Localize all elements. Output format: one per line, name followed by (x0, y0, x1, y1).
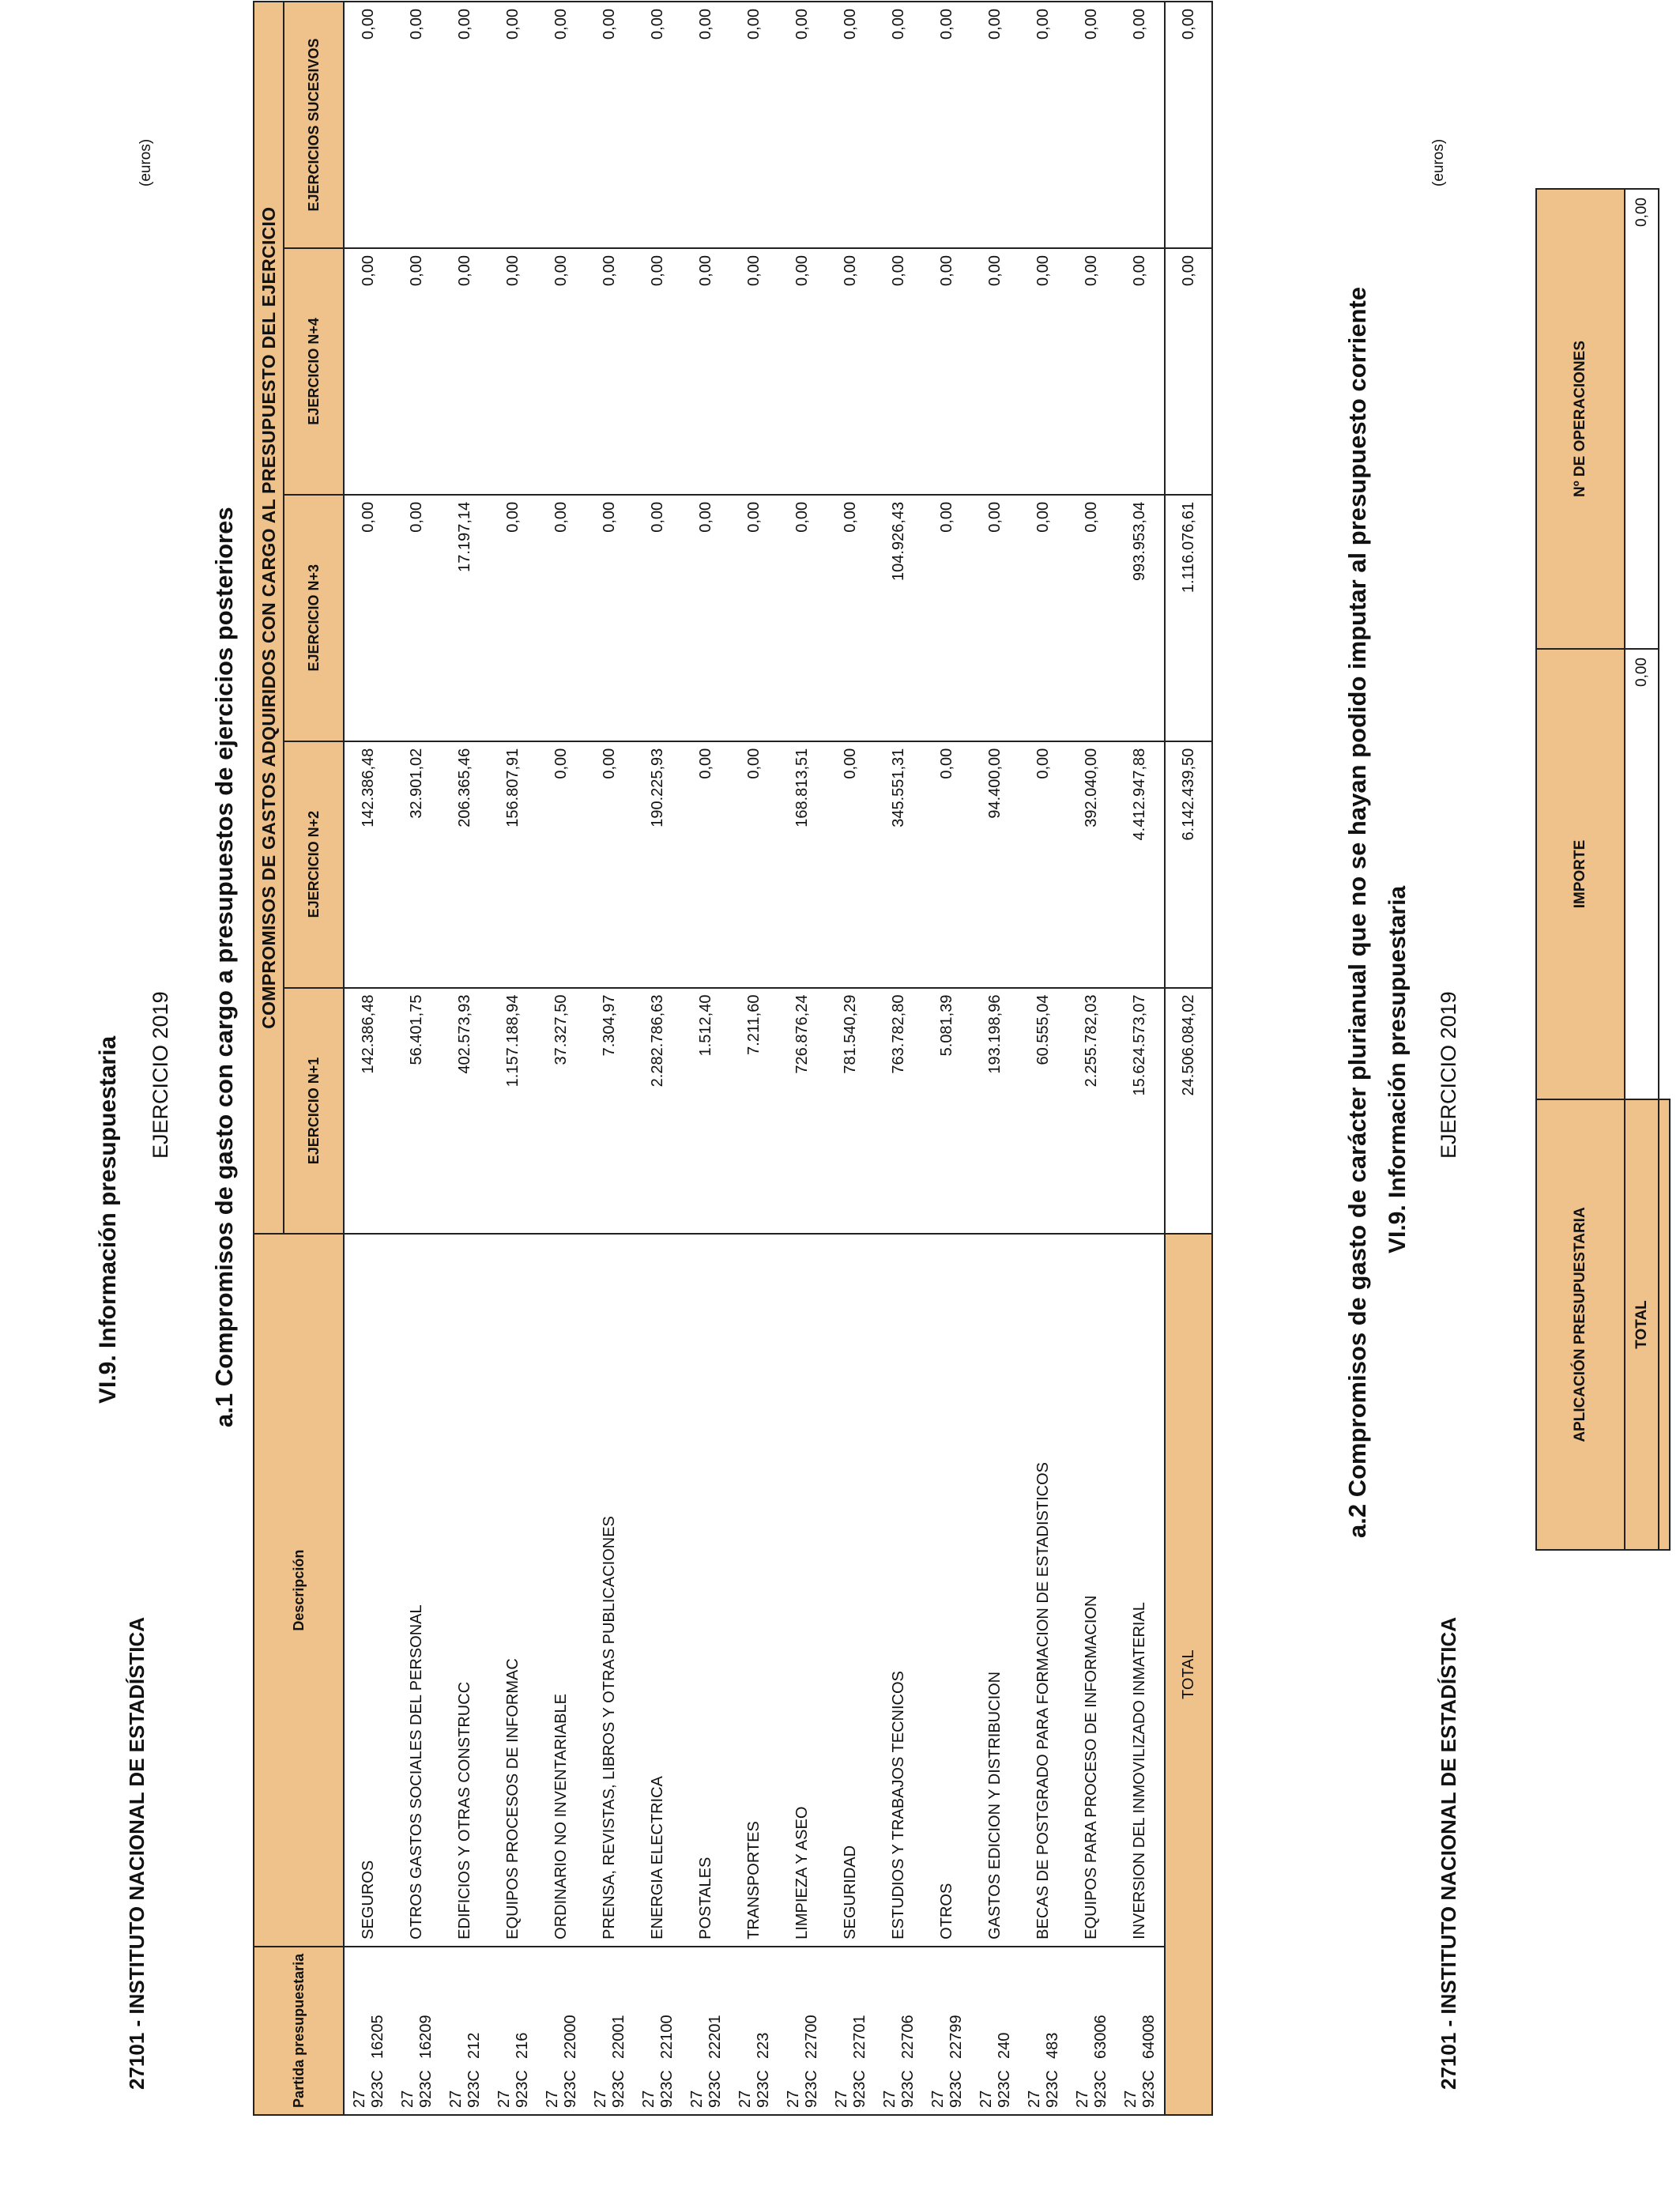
amount-n2: 392.040,00 (1068, 741, 1116, 988)
header-n2: EJERCICIO N+2 (284, 741, 344, 988)
section-title: VI.9. Información presupuestaria (95, 1035, 121, 1404)
program-code: 27 923C (495, 2070, 531, 2108)
empty-cell (1659, 189, 1670, 649)
amount-n4: 0,00 (441, 248, 489, 495)
amount-n3: 993.953,04 (1116, 495, 1165, 741)
amount-n2: 142.386,48 (344, 741, 393, 988)
partida-cell (827, 1947, 875, 2115)
description-cell: EQUIPOS PROCESOS DE INFORMAC (489, 1234, 537, 1946)
total-n2: 6.142.439,50 (1165, 741, 1212, 988)
description-cell: POSTALES (682, 1234, 730, 1946)
header-sucesivos: EJERCICIOS SUCESIVOS (284, 2, 344, 248)
table-row (827, 2, 875, 2115)
amount-n1: 402.573,93 (441, 988, 489, 1235)
amount-n2: 206.365,46 (441, 741, 489, 988)
amount-n3: 0,00 (586, 495, 634, 741)
amount-sucesivos: 0,00 (344, 2, 393, 248)
amount-n1: 781.540,29 (827, 988, 875, 1235)
amount-n4: 0,00 (537, 248, 586, 495)
amount-n3: 0,00 (1019, 495, 1068, 741)
plurianual-table (1535, 188, 1671, 1551)
concept-code: 22201 (706, 2015, 724, 2059)
amount-sucesivos: 0,00 (634, 2, 682, 248)
amount-sucesivos: 0,00 (875, 2, 923, 248)
amount-n1: 142.386,48 (344, 988, 393, 1235)
amount-sucesivos: 0,00 (682, 2, 730, 248)
description-cell: OTROS (923, 1234, 971, 1946)
concept-code: 22701 (850, 2015, 868, 2059)
amount-n2: 0,00 (682, 741, 730, 988)
table-row (1019, 2, 1068, 2115)
program-code: 27 923C (398, 2070, 435, 2108)
amount-n4: 0,00 (1068, 248, 1116, 495)
amount-n2: 345.551,31 (875, 741, 923, 988)
amount-n2: 94.400,00 (971, 741, 1019, 988)
partida-cell (1116, 1947, 1165, 2115)
program-code: 27 923C (736, 2070, 772, 2108)
partida-cell (537, 1947, 586, 2115)
table-body (344, 2, 1165, 2115)
amount-n2: 156.807,91 (489, 741, 537, 988)
amount-n1: 2.255.782,03 (1068, 988, 1116, 1235)
amount-n4: 0,00 (875, 248, 923, 495)
program-code: 27 923C (977, 2070, 1013, 2108)
description-cell: PRENSA, REVISTAS, LIBROS Y OTRAS PUBLICACIONES (586, 1234, 634, 1946)
partida-cell (1068, 1947, 1116, 2115)
program-code: 27 923C (687, 2070, 724, 2108)
table-row (441, 2, 489, 2115)
amount-n1: 1.157.188,94 (489, 988, 537, 1235)
amount-n4: 0,00 (634, 248, 682, 495)
units-label: (euros) (137, 138, 154, 187)
amount-n4: 0,00 (1019, 248, 1068, 495)
concept-code: 64008 (1139, 2015, 1158, 2059)
table-row (1068, 2, 1116, 2115)
amount-n3: 0,00 (489, 495, 537, 741)
amount-n4: 0,00 (1116, 248, 1165, 495)
description-cell: ORDINARIO NO INVENTARIABLE (537, 1234, 586, 1946)
amount-n1: 15.624.573,07 (1116, 988, 1165, 1235)
concept-code: 22000 (561, 2015, 579, 2059)
amount-n2: 32.901,02 (393, 741, 441, 988)
amount-n1: 5.081,39 (923, 988, 971, 1235)
amount-n3: 0,00 (682, 495, 730, 741)
amount-sucesivos: 0,00 (971, 2, 1019, 248)
fiscal-year: EJERCICIO 2019 (149, 991, 172, 1159)
partida-cell (344, 1947, 393, 2115)
amount-n2: 168.813,51 (778, 741, 827, 988)
amount-n2: 0,00 (537, 741, 586, 988)
amount-n2: 4.412.947,88 (1116, 741, 1165, 988)
program-code: 27 923C (591, 2070, 627, 2108)
description-cell: INVERSION DEL INMOVILIZADO INMATERIAL (1116, 1234, 1165, 1946)
units-label-2: (euros) (1430, 138, 1447, 187)
concept-code: 216 (513, 2032, 531, 2059)
header-importe: IMPORTE (1536, 649, 1625, 1099)
amount-n4: 0,00 (344, 248, 393, 495)
commitments-table (253, 1, 1213, 2116)
amount-n4: 0,00 (489, 248, 537, 495)
concept-code: 22001 (609, 2015, 627, 2059)
partida-cell (1019, 1947, 1068, 2115)
amount-n1: 60.555,04 (1019, 988, 1068, 1235)
concept-code: 223 (754, 2032, 772, 2059)
program-code: 27 923C (832, 2070, 868, 2108)
table-row (730, 2, 778, 2115)
amount-sucesivos: 0,00 (489, 2, 537, 248)
partida-cell (923, 1947, 971, 2115)
header-group: COMPROMISOS DE GASTOS ADQUIRIDOS CON CARGO AL PRESUPUESTO DEL EJERCICIO (254, 2, 284, 1234)
header-descripcion: Descripción (254, 1234, 344, 1946)
amount-n3: 0,00 (827, 495, 875, 741)
total-importe: 0,00 (1625, 649, 1659, 1099)
program-code: 27 923C (350, 2070, 386, 2108)
amount-sucesivos: 0,00 (1116, 2, 1165, 248)
blank-cell (1659, 1099, 1670, 1550)
entity2-heading: 27101 - INSTITUTO NACIONAL DE ESTADÍSTICA (1437, 1616, 1460, 2090)
concept-code: 22100 (657, 2015, 676, 2059)
header-n1: EJERCICIO N+1 (284, 988, 344, 1235)
partida-cell (393, 1947, 441, 2115)
total-label: TOTAL (1165, 1234, 1212, 2115)
amount-n1: 763.782,80 (875, 988, 923, 1235)
amount-sucesivos: 0,00 (393, 2, 441, 248)
amount-n3: 17.197,14 (441, 495, 489, 741)
empty-cell (1659, 649, 1670, 1099)
amount-n3: 0,00 (971, 495, 1019, 741)
total-n1: 24.506.084,02 (1165, 988, 1212, 1235)
table-row (1116, 2, 1165, 2115)
program-code: 27 923C (1073, 2070, 1109, 2108)
concept-code: 63006 (1091, 2015, 1109, 2059)
total-n3: 1.116.076,61 (1165, 495, 1212, 741)
amount-n1: 2.282.786,63 (634, 988, 682, 1235)
section2-title: VI.9. Información presupuestaria (1384, 885, 1411, 1253)
amount-n1: 56.401,75 (393, 988, 441, 1235)
concept-code: 16209 (416, 2015, 435, 2059)
amount-n4: 0,00 (971, 248, 1019, 495)
amount-n4: 0,00 (682, 248, 730, 495)
program-code: 27 923C (446, 2070, 483, 2108)
concept-code: 22706 (898, 2015, 917, 2059)
description-cell: BECAS DE POSTGRADO PARA FORMACION DE ESTADISTICOS (1019, 1234, 1068, 1946)
fiscal-year-2: EJERCICIO 2019 (1437, 991, 1460, 1159)
table-row (682, 2, 730, 2115)
amount-sucesivos: 0,00 (586, 2, 634, 248)
table-row (634, 2, 682, 2115)
description-cell: ESTUDIOS Y TRABAJOS TECNICOS (875, 1234, 923, 1946)
amount-n4: 0,00 (586, 248, 634, 495)
amount-n2: 190.225,93 (634, 741, 682, 988)
program-code: 27 923C (639, 2070, 676, 2108)
amount-n3: 0,00 (778, 495, 827, 741)
program-code: 27 923C (784, 2070, 820, 2108)
amount-n4: 0,00 (923, 248, 971, 495)
table-row (586, 2, 634, 2115)
amount-sucesivos: 0,00 (827, 2, 875, 248)
total-label-2: TOTAL (1625, 1099, 1659, 1550)
amount-n1: 193.198,96 (971, 988, 1019, 1235)
amount-n3: 0,00 (393, 495, 441, 741)
description-cell: SEGURIDAD (827, 1234, 875, 1946)
amount-n4: 0,00 (730, 248, 778, 495)
concept-code: 22799 (947, 2015, 965, 2059)
amount-n2: 0,00 (1019, 741, 1068, 988)
partida-cell (682, 1947, 730, 2115)
table-row (344, 2, 393, 2115)
table-row (489, 2, 537, 2115)
description-cell: LIMPIEZA Y ASEO (778, 1234, 827, 1946)
amount-sucesivos: 0,00 (1019, 2, 1068, 248)
program-code: 27 923C (880, 2070, 917, 2108)
amount-n2: 0,00 (586, 741, 634, 988)
table2-subtitle: a.2 Compromisos de gasto de carácter plurianual que no se hayan podido imputar al presupuesto corriente (1343, 286, 1371, 1538)
partida-cell (971, 1947, 1019, 2115)
total-sucesivos: 0,00 (1165, 2, 1212, 248)
amount-n3: 0,00 (923, 495, 971, 741)
amount-n1: 7.211,60 (730, 988, 778, 1235)
partida-cell (875, 1947, 923, 2115)
amount-n3: 104.926,43 (875, 495, 923, 741)
amount-n2: 0,00 (827, 741, 875, 988)
program-code: 27 923C (929, 2070, 965, 2108)
concept-code: 22700 (802, 2015, 820, 2059)
amount-n3: 0,00 (1068, 495, 1116, 741)
amount-sucesivos: 0,00 (778, 2, 827, 248)
partida-cell (778, 1947, 827, 2115)
table-row (971, 2, 1019, 2115)
program-code: 27 923C (1121, 2070, 1158, 2108)
program-code: 27 923C (543, 2070, 579, 2108)
amount-n2: 0,00 (923, 741, 971, 988)
partida-cell (730, 1947, 778, 2115)
header-aplicacion: APLICACIÓN PRESUPUESTARIA (1536, 1099, 1625, 1550)
amount-n1: 1.512,40 (682, 988, 730, 1235)
amount-sucesivos: 0,00 (923, 2, 971, 248)
concept-code: 483 (1043, 2032, 1061, 2059)
table-subtitle: a.1 Compromisos de gasto con cargo a presupuestos de ejercicios posteriores (210, 507, 238, 1427)
total-row-2 (1625, 189, 1659, 1550)
amount-n1: 37.327,50 (537, 988, 586, 1235)
amount-n2: 0,00 (730, 741, 778, 988)
description-cell: GASTOS EDICION Y DISTRIBUCION (971, 1234, 1019, 1946)
amount-sucesivos: 0,00 (1068, 2, 1116, 248)
table-row (875, 2, 923, 2115)
description-cell: SEGUROS (344, 1234, 393, 1946)
amount-n3: 0,00 (730, 495, 778, 741)
header-n3: EJERCICIO N+3 (284, 495, 344, 741)
concept-code: 240 (995, 2032, 1013, 2059)
partida-cell (634, 1947, 682, 2115)
header-operaciones: Nº DE OPERACIONES (1536, 189, 1625, 649)
partida-cell (586, 1947, 634, 2115)
amount-n4: 0,00 (778, 248, 827, 495)
amount-n3: 0,00 (344, 495, 393, 741)
amount-sucesivos: 0,00 (441, 2, 489, 248)
table-row (923, 2, 971, 2115)
amount-n3: 0,00 (537, 495, 586, 741)
description-cell: EQUIPOS PARA PROCESO DE INFORMACION (1068, 1234, 1116, 1946)
amount-n4: 0,00 (393, 248, 441, 495)
description-cell: ENERGIA ELECTRICA (634, 1234, 682, 1946)
total-row (1165, 2, 1212, 2115)
table-row (778, 2, 827, 2115)
total-operaciones: 0,00 (1625, 189, 1659, 649)
header-partida: Partida presupuestaria (254, 1947, 344, 2115)
entity-heading: 27101 - INSTITUTO NACIONAL DE ESTADÍSTICA (125, 1616, 149, 2090)
table-row (537, 2, 586, 2115)
description-cell: EDIFICIOS Y OTRAS CONSTRUCC (441, 1234, 489, 1946)
amount-n3: 0,00 (634, 495, 682, 741)
amount-sucesivos: 0,00 (537, 2, 586, 248)
concept-code: 212 (465, 2032, 483, 2059)
description-cell: OTROS GASTOS SOCIALES DEL PERSONAL (393, 1234, 441, 1946)
partida-cell (441, 1947, 489, 2115)
concept-code: 16205 (368, 2015, 386, 2059)
amount-sucesivos: 0,00 (730, 2, 778, 248)
amount-n4: 0,00 (827, 248, 875, 495)
partida-cell (489, 1947, 537, 2115)
description-cell: TRANSPORTES (730, 1234, 778, 1946)
table-row (393, 2, 441, 2115)
program-code: 27 923C (1025, 2070, 1061, 2108)
amount-n1: 726.876,24 (778, 988, 827, 1235)
total-n4: 0,00 (1165, 248, 1212, 495)
spacer-row (1659, 189, 1670, 1550)
amount-n1: 7.304,97 (586, 988, 634, 1235)
header-n4: EJERCICIO N+4 (284, 248, 344, 495)
